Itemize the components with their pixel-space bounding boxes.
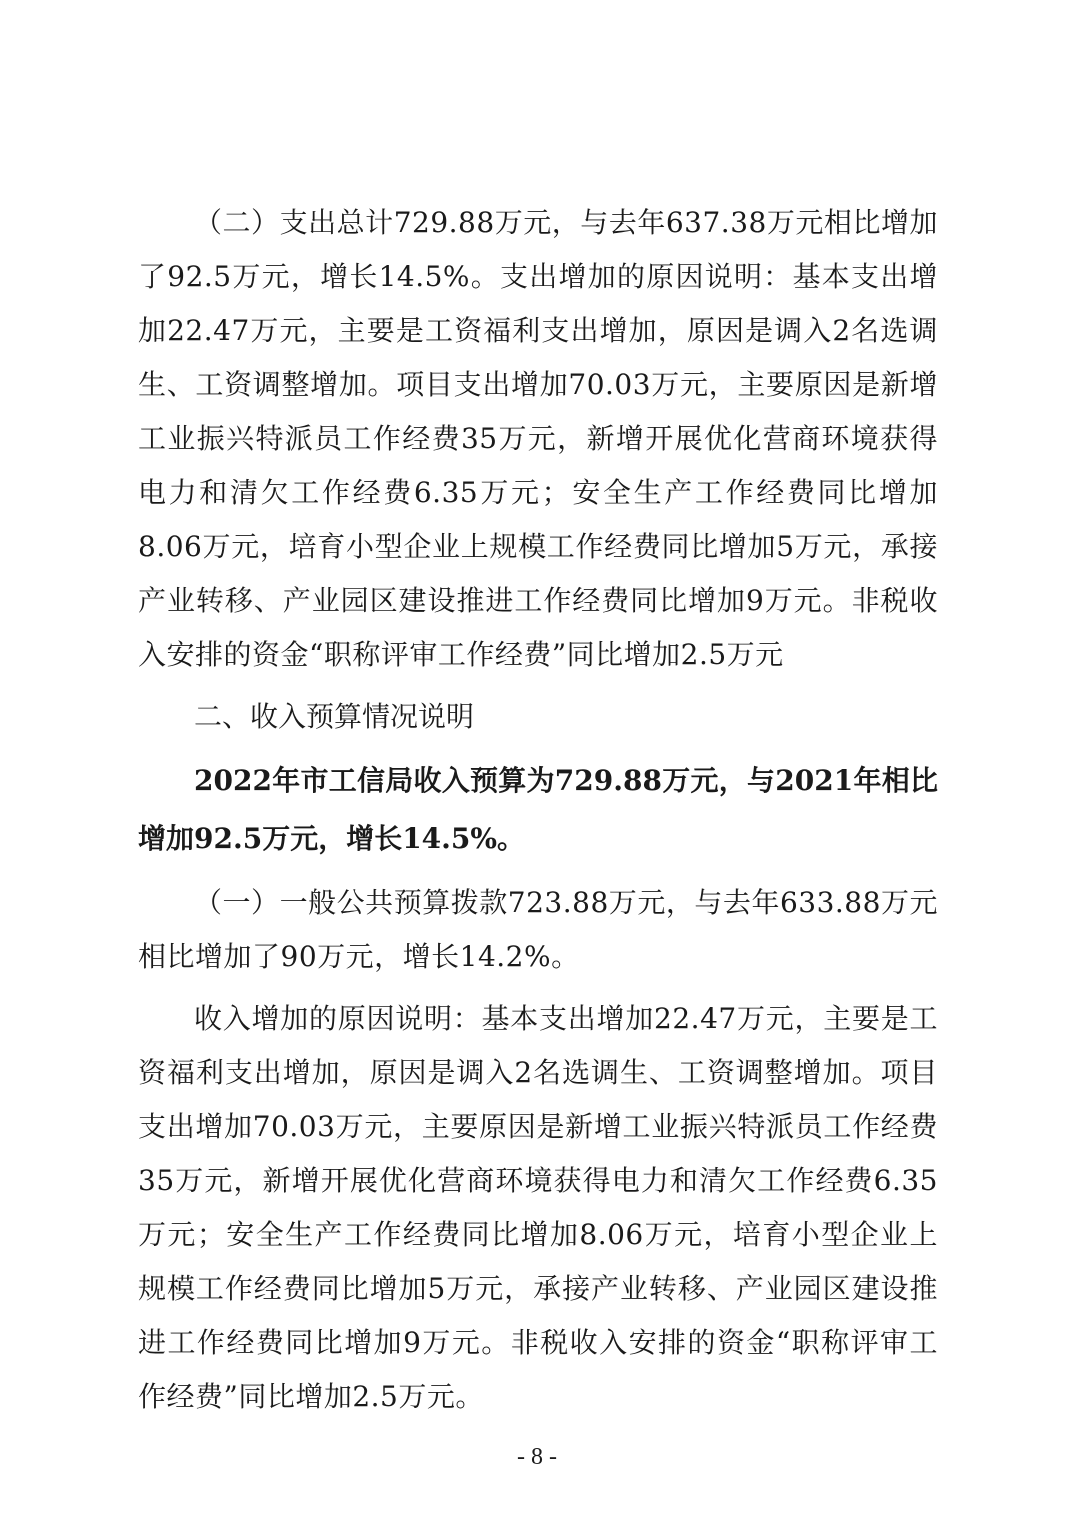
paragraph-income-summary: 2022年市工信局收入预算为729.88万元，与2021年相比增加92.5万元，增长14.5%。 <box>138 764 938 855</box>
page-number: - 8 - <box>517 1444 557 1470</box>
document-body <box>138 196 938 1424</box>
spacer <box>138 744 938 752</box>
paragraph-income-reason: 收入增加的原因说明：基本支出增加22.47万元，主要是工资福利支出增加，原因是调入2名选调生、工资调整增加。项目支出增加70.03万元，主要原因是新增工业振兴特派员工作经费35万元，新增开展优化营商环境获得电力和清欠工作经费6.35万元；安全生产工作经费同比增加8.06万元，培育小型企业上规模工作经费同比增加5万元，承接产业转移、产业园区建设推进工作经费同比增加9万元。非税收入安排的资金“职称评审工作经费”同比增加2.5万元。 <box>138 1002 938 1413</box>
section-heading-income-budget: 二、收入预算情况说明 <box>194 700 475 733</box>
spacer <box>138 682 938 690</box>
spacer <box>138 984 938 992</box>
paragraph-general-budget: （一）一般公共预算拨款723.88万元，与去年633.88万元相比增加了90万元，增长14.2%。 <box>138 886 938 973</box>
spacer <box>138 868 938 876</box>
paragraph-expense-total: （二）支出总计729.88万元，与去年637.38万元相比增加了92.5万元，增长14.5%。支出增加的原因说明：基本支出增加22.47万元，主要是工资福利支出增加，原因是调入2名选调生、工资调整增加。项目支出增加70.03万元，主要原因是新增工业振兴特派员工作经费35万元，新增开展优化营商环境获得电力和清欠工作经费6.35万元；安全生产工作经费同比增加8.06万元，培育小型企业上规模工作经费同比增加5万元，承接产业转移、产业园区建设推进工作经费同比增加9万元。非税收入安排的资金“职称评审工作经费”同比增加2.5万元 <box>138 206 938 671</box>
